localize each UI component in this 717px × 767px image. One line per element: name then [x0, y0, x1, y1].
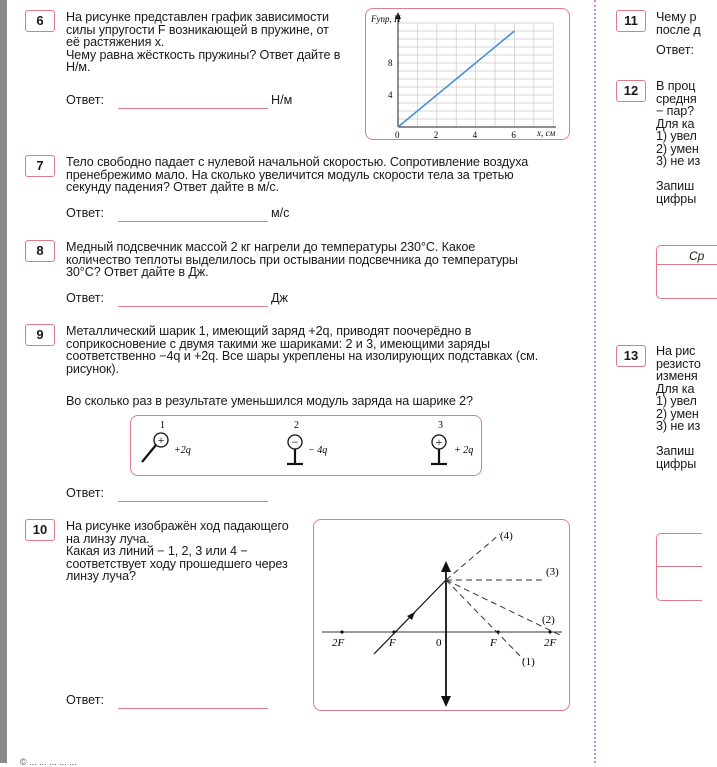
question-9-line: рисунок). — [66, 361, 119, 376]
question-7-line: пренебрежимо мало. На сколько увеличится модуль скорости тела за третью — [66, 167, 514, 182]
table-header-cell: Ср — [689, 249, 705, 263]
table-divider — [657, 566, 702, 567]
question-7-text — [66, 156, 576, 194]
question-10-answer-label: Ответ: — [66, 693, 104, 707]
question-6-answer-label: Ответ: — [66, 93, 104, 107]
question-13-write-line: цифры — [656, 456, 697, 471]
question-11-number: 11 — [616, 10, 646, 32]
lens-figure — [313, 519, 570, 711]
question-6-number: 6 — [25, 10, 55, 32]
question-10-line: соответствует ходу прошедшего через — [66, 556, 288, 571]
ray-2 — [446, 580, 562, 636]
question-7-line: Тело свободно падает с нулевой начальной скоростью. Сопротивление воздуха — [66, 155, 529, 169]
ball-3-charge: + 2q — [454, 445, 474, 456]
ray-4-label: (4) — [500, 530, 513, 542]
graph-x-label: x, см — [537, 128, 556, 138]
label-2f-right: 2F — [544, 637, 557, 649]
label-zero: 0 — [436, 637, 442, 649]
question-11-text — [656, 11, 701, 36]
question-13-number: 13 — [616, 345, 646, 367]
label-f-right: F — [490, 637, 497, 649]
question-12-line: средня — [656, 91, 697, 106]
x-tick-label: 0 — [395, 130, 400, 140]
ball-2-number: 2 — [294, 420, 299, 431]
y-tick-label: 4 — [388, 90, 393, 100]
x-tick-label: 2 — [433, 130, 439, 140]
lens-diagram — [314, 520, 569, 710]
ray-1-label: (1) — [522, 656, 535, 668]
question-8-number: 8 — [25, 240, 55, 262]
graph-grid — [398, 23, 553, 127]
question-8-line: количество теплоты выделилось при остывании подсвечника до температуры — [66, 252, 518, 267]
question-13-write-line: Запиш — [656, 444, 695, 458]
question-13-line: резисто — [656, 356, 701, 371]
question-8-line: Медный подсвечник массой 2 кг нагрели до температуры 230°С. Какое — [66, 240, 476, 254]
question-9-question: Во сколько раз в результате уменьшился модуль заряда на шарике 2? — [66, 394, 473, 408]
charged-balls-figure — [130, 415, 482, 476]
spring-force-graph-frame — [365, 8, 570, 140]
question-13-answer-table — [656, 533, 702, 601]
x-tick-label: 6 — [511, 130, 516, 140]
question-8-answer-field[interactable] — [118, 306, 268, 307]
ball-2-sign: − — [291, 435, 299, 449]
question-10-number: 10 — [25, 519, 55, 541]
question-12-line: − пар? — [656, 104, 695, 118]
question-9-answer-field[interactable] — [118, 501, 268, 502]
question-13-line: изменя — [656, 369, 698, 383]
question-8-answer-label: Ответ: — [66, 291, 104, 305]
y-tick-label: 8 — [388, 58, 393, 68]
charged-balls-diagram — [131, 416, 481, 475]
lens-bottom-arrow — [441, 696, 451, 707]
question-10-line: на линзу луча. — [66, 531, 150, 546]
question-10-line: линзу луча? — [66, 569, 136, 583]
ball-1-charge: +2q — [174, 445, 191, 456]
question-9-text — [66, 325, 581, 375]
question-13-write — [656, 445, 696, 470]
question-12-write-line: Запиш — [656, 179, 695, 193]
graph-ticks — [388, 58, 516, 140]
question-13-line: 3) не из — [656, 419, 701, 433]
question-12-line: Для ка — [656, 116, 695, 131]
question-9-line: соприкосновение с двумя такими же шариками: 2 и 3, имеющими заряды — [66, 336, 490, 351]
question-11-answer-label: Ответ: — [656, 43, 694, 57]
x-tick-label: 4 — [472, 130, 478, 140]
question-12-text — [656, 80, 700, 168]
ball-3-number: 3 — [438, 420, 443, 431]
question-6-text — [66, 11, 366, 74]
graph-y-label: Fупр, Н — [371, 14, 401, 24]
question-13-line: На рис — [656, 344, 696, 358]
point-2f-right — [548, 630, 551, 633]
question-12-line: 1) увел — [656, 129, 697, 143]
question-10-line: На рисунке изображён ход падающего — [66, 519, 289, 533]
question-6-line: На рисунке представлен график зависимости — [66, 10, 329, 24]
question-11-line: Чему р — [656, 10, 697, 24]
question-13-line: 1) увел — [656, 394, 697, 408]
label-f-left: F — [389, 637, 396, 649]
question-9-line: соответственно −4q и +2q. Все шары укреплены на изолирующих подставках (см. — [66, 349, 539, 363]
question-6-line: её растяжения x. — [66, 35, 165, 49]
question-12-line: В проц — [656, 79, 696, 93]
lens-top-arrow — [441, 561, 451, 572]
question-11-line: после д — [656, 22, 701, 37]
left-margin-bar — [0, 0, 7, 763]
ray-2-label: (2) — [542, 614, 555, 626]
question-13-line: Для ка — [656, 381, 695, 396]
question-12-write-line: цифры — [656, 191, 697, 206]
question-10-answer-field[interactable] — [118, 708, 268, 709]
question-13-text — [656, 345, 701, 433]
question-10-line: Какая из линий − 1, 2, 3 или 4 − — [66, 544, 248, 558]
question-8-line: 30°С? Ответ дайте в Дж. — [66, 265, 209, 279]
question-7-answer-field[interactable] — [118, 221, 268, 222]
question-7-number: 7 — [25, 155, 55, 177]
question-12-line: 3) не из — [656, 154, 701, 168]
question-7-unit: м/с — [271, 206, 290, 220]
question-9-answer-label: Ответ: — [66, 486, 104, 500]
question-6-unit: Н/м — [271, 93, 293, 107]
question-8-text — [66, 241, 576, 279]
spring-force-graph — [366, 9, 569, 139]
question-6-line: Н/м. — [66, 60, 91, 74]
ray-3-label: (3) — [546, 566, 559, 578]
ray-4 — [446, 534, 500, 580]
point-2f-left — [340, 630, 343, 633]
column-divider — [594, 0, 596, 763]
ball-1-stand — [142, 445, 156, 462]
question-9-number: 9 — [25, 324, 55, 346]
ball-1-sign: + — [157, 433, 165, 447]
question-7-line: секунду падения? Ответ дайте в м/с. — [66, 180, 279, 194]
ball-3-sign: + — [435, 435, 443, 449]
question-12-answer-table — [656, 245, 717, 299]
question-12-write — [656, 180, 696, 205]
page-footer: © ... ... ... ... ... — [20, 757, 77, 767]
question-6-line: Чему равна жёсткость пружины? Ответ дайте в — [66, 47, 341, 62]
ray-1 — [446, 580, 524, 660]
question-13-line: 2) умен — [656, 406, 699, 421]
question-7-answer-label: Ответ: — [66, 206, 104, 220]
question-12-number: 12 — [616, 80, 646, 102]
table-divider — [657, 264, 717, 265]
ball-2-charge: − 4q — [308, 445, 328, 456]
question-9-line: Металлический шарик 1, имеющий заряд +2q, приводят поочерёдно в — [66, 324, 472, 338]
label-2f-left: 2F — [332, 637, 345, 649]
question-12-line: 2) умен — [656, 141, 699, 156]
question-10-text — [66, 520, 311, 583]
question-6-answer-field[interactable] — [118, 108, 268, 109]
ball-1-number: 1 — [160, 420, 165, 431]
question-6-line: силы упругости F возникающей в пружине, от — [66, 22, 329, 37]
question-8-unit: Дж — [271, 291, 288, 305]
